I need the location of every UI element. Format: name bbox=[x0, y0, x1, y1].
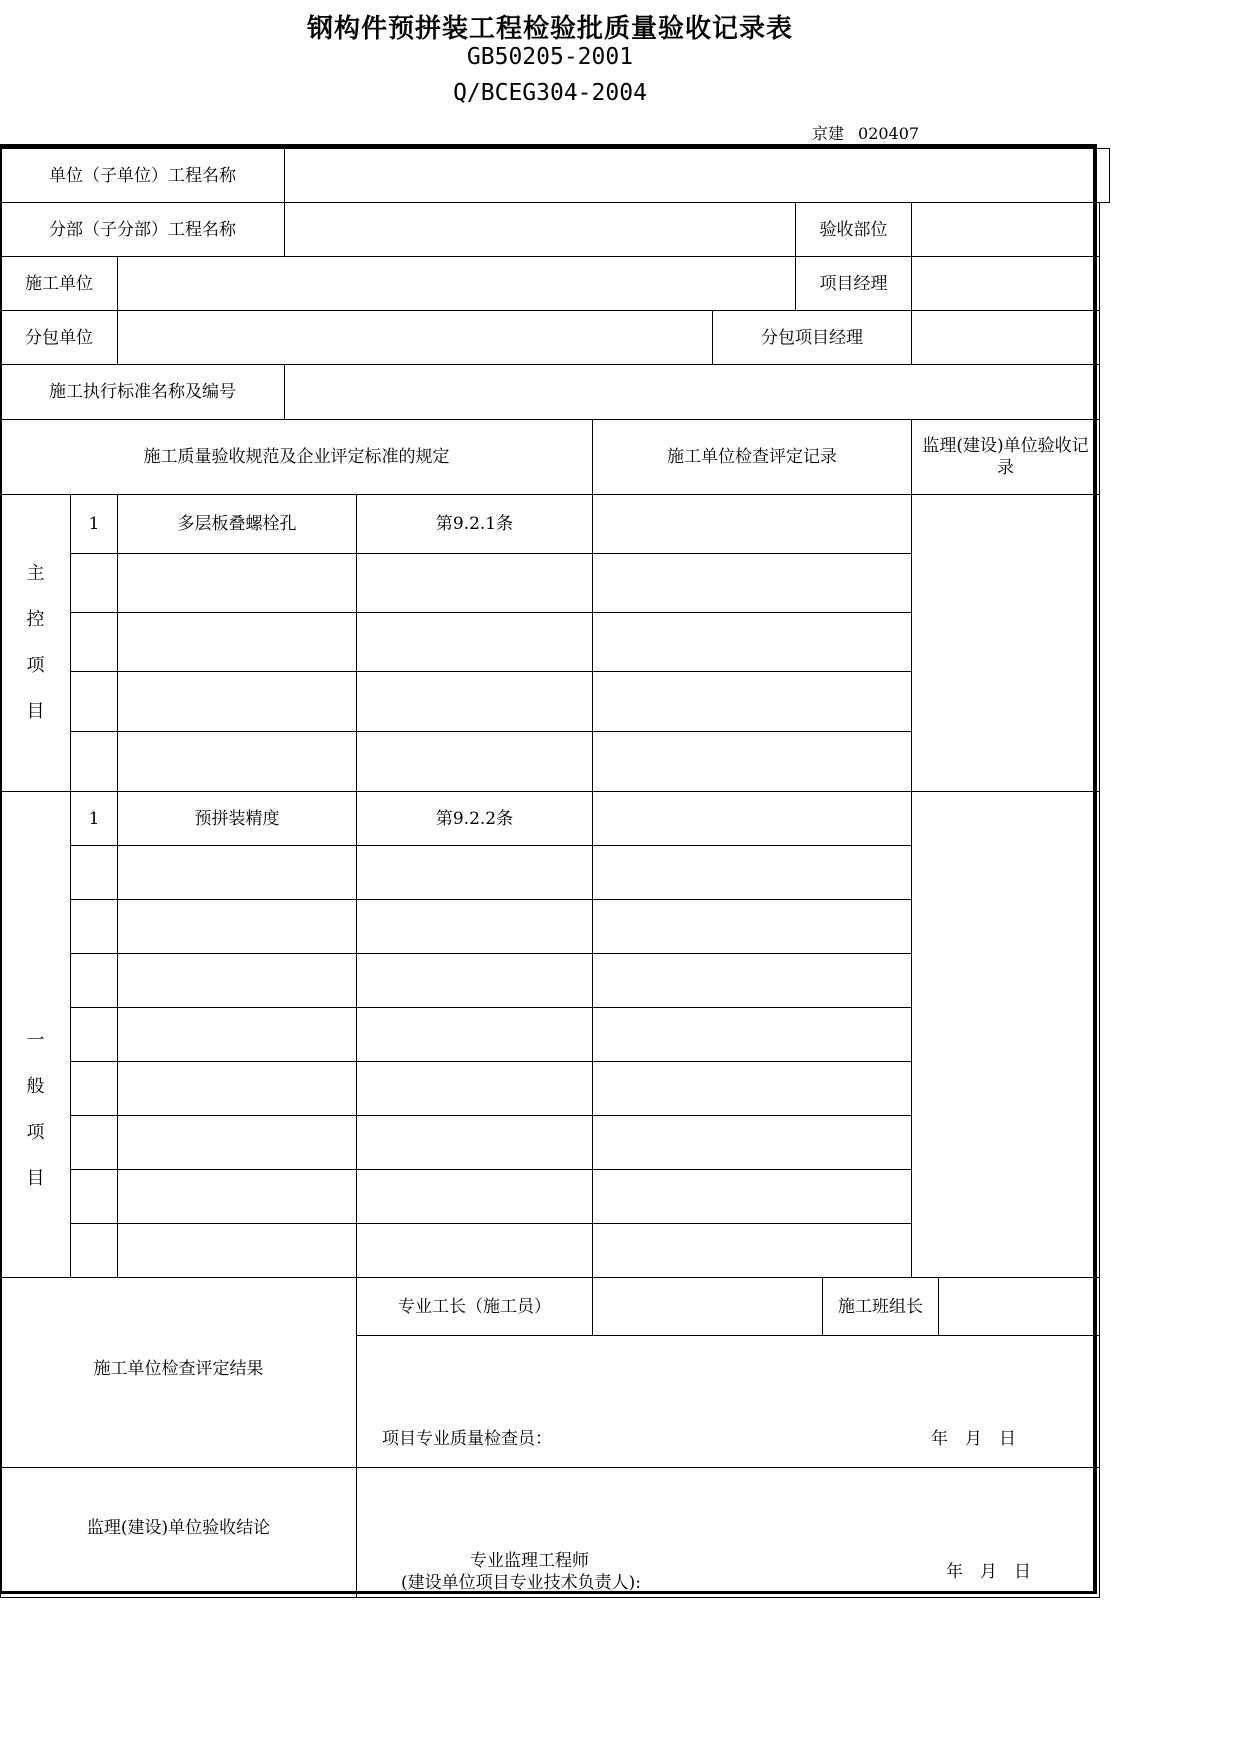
subcontractor-label: 分包单位 bbox=[0, 310, 118, 365]
general-row-clause bbox=[356, 1223, 593, 1278]
conclusion-label: 监理(建设)单位验收结论 bbox=[0, 1467, 357, 1598]
general-row-clause bbox=[356, 1115, 593, 1170]
general-items-char: 项 bbox=[26, 1121, 45, 1143]
standard-code-2: Q/BCEG304-2004 bbox=[453, 80, 647, 106]
conclusion-date: 年 月 日 bbox=[946, 1562, 1031, 1582]
acceptance-part-label: 验收部位 bbox=[795, 202, 912, 257]
general-row-name bbox=[117, 899, 357, 954]
main-row-name bbox=[117, 553, 357, 613]
general-row-number bbox=[70, 899, 118, 954]
supervision-main-field[interactable] bbox=[911, 494, 1100, 792]
team-leader-field[interactable] bbox=[938, 1277, 1100, 1336]
general-row-record[interactable] bbox=[592, 1007, 912, 1062]
main-row-number: 1 bbox=[70, 494, 118, 554]
general-row-number bbox=[70, 1223, 118, 1278]
form-code bbox=[812, 121, 919, 144]
general-row-clause bbox=[356, 845, 593, 900]
general-row-record[interactable] bbox=[592, 1115, 912, 1170]
main-row-record[interactable] bbox=[592, 494, 912, 554]
general-row-number bbox=[70, 953, 118, 1008]
general-row-name bbox=[117, 1223, 357, 1278]
construction-unit-label: 施工单位 bbox=[0, 256, 118, 311]
main-row-number bbox=[70, 671, 118, 732]
standard-code-1: GB50205-2001 bbox=[466, 44, 634, 70]
main-row-record[interactable] bbox=[592, 731, 912, 792]
engineer-label-2: (建设单位项目专业技术负责人): bbox=[401, 1573, 641, 1593]
main-row-record[interactable] bbox=[592, 612, 912, 672]
general-items-label bbox=[0, 791, 71, 1278]
main-row-clause bbox=[356, 671, 593, 732]
check-result-label: 施工单位检查评定结果 bbox=[0, 1277, 357, 1468]
general-items-char: 一 bbox=[26, 1029, 45, 1051]
main-row-clause bbox=[356, 612, 593, 672]
general-row-name: 预拼装精度 bbox=[117, 791, 357, 846]
main-row-name bbox=[117, 671, 357, 732]
general-row-number bbox=[70, 1007, 118, 1062]
main-row-number bbox=[70, 553, 118, 613]
main-row-record[interactable] bbox=[592, 553, 912, 613]
inspector-label: 项目专业质量检查员： bbox=[382, 1429, 552, 1449]
main-items-char: 项 bbox=[26, 655, 45, 676]
general-row-name bbox=[117, 1007, 357, 1062]
main-row-clause: 第9.2.1条 bbox=[356, 494, 593, 554]
general-row-clause bbox=[356, 1169, 593, 1224]
main-row-number bbox=[70, 731, 118, 792]
sub-pm-label: 分包项目经理 bbox=[712, 310, 912, 365]
general-row-record[interactable] bbox=[592, 845, 912, 900]
general-row-clause bbox=[356, 953, 593, 1008]
engineer-label-1: 专业监理工程师 bbox=[470, 1551, 589, 1571]
unit-project-field[interactable] bbox=[284, 148, 1110, 203]
main-items-char: 主 bbox=[26, 563, 45, 584]
general-row-name bbox=[117, 845, 357, 900]
standard-label: 施工执行标准名称及编号 bbox=[0, 364, 285, 420]
main-row-record[interactable] bbox=[592, 671, 912, 732]
spec-header: 施工质量验收规范及企业评定标准的规定 bbox=[0, 419, 593, 495]
general-items-char: 目 bbox=[26, 1167, 45, 1189]
form-code-value: 020407 bbox=[858, 124, 920, 143]
acceptance-part-field[interactable] bbox=[911, 202, 1100, 257]
general-row-name bbox=[117, 953, 357, 1008]
general-row-clause: 第9.2.2条 bbox=[356, 791, 593, 846]
main-items-char: 控 bbox=[26, 609, 45, 630]
general-row-number bbox=[70, 1169, 118, 1224]
supervision-header: 监理(建设)单位验收记录 bbox=[911, 419, 1100, 495]
general-row-name bbox=[117, 1169, 357, 1224]
main-row-number bbox=[70, 612, 118, 672]
general-row-clause bbox=[356, 1007, 593, 1062]
subcontractor-field[interactable] bbox=[117, 310, 713, 365]
supervision-general-field[interactable] bbox=[911, 791, 1100, 1278]
record-header: 施工单位检查评定记录 bbox=[592, 419, 912, 495]
general-row-clause bbox=[356, 1061, 593, 1116]
general-row-number bbox=[70, 1061, 118, 1116]
main-row-name: 多层板叠螺栓孔 bbox=[117, 494, 357, 554]
general-row-record[interactable] bbox=[592, 1061, 912, 1116]
main-items-label bbox=[0, 494, 71, 792]
main-items-char: 目 bbox=[26, 701, 45, 722]
check-date: 年 月 日 bbox=[931, 1429, 1016, 1449]
project-manager-label: 项目经理 bbox=[795, 256, 912, 311]
sub-project-field[interactable] bbox=[284, 202, 796, 257]
unit-project-label: 单位（子单位）工程名称 bbox=[0, 148, 285, 203]
general-row-record[interactable] bbox=[592, 899, 912, 954]
general-row-clause bbox=[356, 899, 593, 954]
general-row-record[interactable] bbox=[592, 1169, 912, 1224]
main-row-name bbox=[117, 612, 357, 672]
project-manager-field[interactable] bbox=[911, 256, 1100, 311]
general-row-number bbox=[70, 1115, 118, 1170]
general-row-number: 1 bbox=[70, 791, 118, 846]
general-row-name bbox=[117, 1115, 357, 1170]
standard-field[interactable] bbox=[284, 364, 1100, 420]
general-row-name bbox=[117, 1061, 357, 1116]
construction-unit-field[interactable] bbox=[117, 256, 796, 311]
form-title: 钢构件预拼装工程检验批质量验收记录表 bbox=[306, 14, 793, 44]
main-row-name bbox=[117, 731, 357, 792]
sub-project-label: 分部（子分部）工程名称 bbox=[0, 202, 285, 257]
main-row-clause bbox=[356, 731, 593, 792]
form-code-label: 京建 bbox=[812, 124, 845, 143]
general-row-number bbox=[70, 845, 118, 900]
general-row-record[interactable] bbox=[592, 1223, 912, 1278]
foreman-label: 专业工长（施工员） bbox=[356, 1277, 593, 1336]
sub-pm-field[interactable] bbox=[911, 310, 1100, 365]
main-row-clause bbox=[356, 553, 593, 613]
general-items-char: 般 bbox=[26, 1075, 45, 1097]
general-row-record[interactable] bbox=[592, 953, 912, 1008]
foreman-field[interactable] bbox=[592, 1277, 823, 1336]
general-row-record[interactable] bbox=[592, 791, 912, 846]
team-leader-label: 施工班组长 bbox=[822, 1277, 939, 1336]
